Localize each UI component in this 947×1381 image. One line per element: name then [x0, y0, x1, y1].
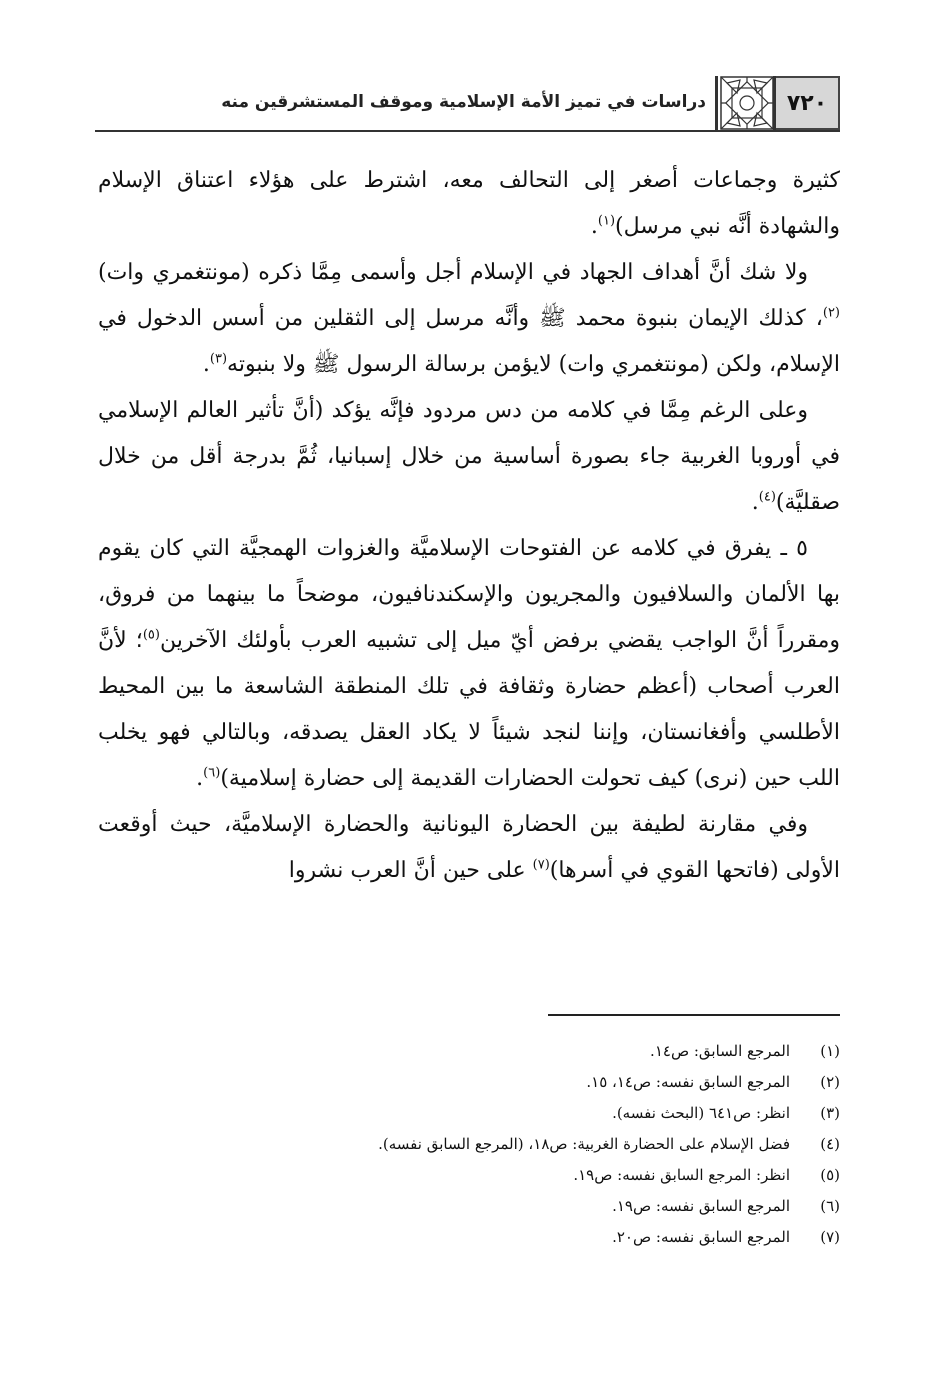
paragraph — [98, 388, 840, 526]
footnote-item — [100, 1067, 840, 1098]
footnote-number: (٥) — [820, 1166, 840, 1184]
footnotes — [100, 1036, 840, 1253]
text-run: ولا شك أنَّ أهداف الجهاد في الإسلام أجل وأسمى مِمَّا ذكره (مونتغمري وات) — [98, 260, 808, 285]
main-text — [98, 158, 840, 894]
paragraph — [98, 158, 840, 250]
footnote-text: المرجع السابق نفسه: ص١٤، ١٥. — [586, 1073, 790, 1091]
footnote-item — [100, 1191, 840, 1222]
paragraph — [98, 250, 840, 388]
footnote-number: (٢) — [820, 1073, 840, 1091]
footnote-item — [100, 1036, 840, 1067]
paragraph — [98, 802, 840, 894]
text-run: ، كذلك الإيمان بنبوة محمد ﷺ وأنَّه مرسل إلى الثقلين من أسس الدخول في الإسلام، ولكن (مونتغمري وات) لايؤمن برسالة الرسول ﷺ ولا بنبوته — [98, 306, 840, 377]
footnote-number: (٤) — [820, 1135, 840, 1153]
footnote-ref[interactable]: (٧) — [532, 857, 550, 873]
text-run: على حين أنَّ العرب نشروا — [288, 858, 533, 883]
page-number: ٧٢٠ — [774, 76, 840, 130]
paragraph — [98, 526, 840, 802]
footnote-text: المرجع السابق: ص١٤. — [650, 1042, 790, 1060]
footnote-separator — [548, 1014, 840, 1016]
footnote-item — [100, 1160, 840, 1191]
text-run: ؛ لأنَّ العرب أصحاب (أعظم حضارة وثقافة في تلك المنطقة الشاسعة ما بين المحيط الأطلسي وأفغانستان، وإننا لنجد شيئاً لا يكاد العقل يصدقه، وبالتالي فهو يخلب اللب حين (نرى) كيف تحولت الحضارات القديمة إلى حضارة إسلامية) — [98, 628, 840, 791]
geometric-ornament-icon — [720, 76, 774, 130]
page-header — [95, 72, 840, 132]
footnote-item — [100, 1129, 840, 1160]
footnote-item — [100, 1098, 840, 1129]
footnote-text: فضل الإسلام على الحضارة الغربية: ص١٨، (المرجع السابق نفسه). — [378, 1135, 790, 1153]
text-run: كثيرة وجماعات أصغر إلى التحالف معه، اشترط على هؤلاء اعتناق الإسلام والشهادة أنَّه نبي مرسل) — [98, 168, 840, 239]
footnote-item — [100, 1222, 840, 1253]
text-run: وعلى الرغم مِمَّا في كلامه من دس مردود فإنَّه يؤكد (أنَّ تأثير العالم الإسلامي في أوروبا الغربية جاء بصورة أساسية من خلال إسبانيا، ثُمَّ بدرجة أقل من خلال صقليَّة) — [98, 398, 840, 515]
footnote-number: (٦) — [820, 1197, 840, 1215]
footnote-text: انظر: المرجع السابق نفسه: ص١٩. — [573, 1166, 790, 1184]
footnote-text: المرجع السابق نفسه: ص١٩. — [612, 1197, 790, 1215]
text-run: ٥ ـ يفرق في كلامه عن الفتوحات الإسلاميَّة والغزوات الهمجيَّة التي كان يقوم بها الألمان والسلافيون والمجريون والإسكندنافيون، موضحاً ما بينهما من فروق، ومقرراً أنَّ الواجب يقضي برفض أيّ ميل إلى تشبيه العرب بأولئك الآخرين — [98, 536, 840, 653]
footnote-ref[interactable]: (٥) — [142, 627, 160, 643]
header-divider — [715, 76, 718, 130]
footnote-number: (٣) — [820, 1104, 840, 1122]
text-run: . — [202, 352, 210, 377]
footnote-ref[interactable]: (٣) — [209, 351, 228, 367]
footnote-ref[interactable]: (٤) — [758, 489, 776, 505]
header-rule — [95, 130, 840, 132]
footnote-text: المرجع السابق نفسه: ص٢٠. — [612, 1228, 790, 1246]
text-run: . — [751, 490, 759, 515]
text-run: . — [196, 766, 204, 791]
text-run: وفي مقارنة لطيفة بين الحضارة اليونانية والحضارة الإسلاميَّة، حيث أوقعت الأولى (فاتحها القوي في أسرها) — [98, 812, 840, 883]
footnote-number: (٧) — [820, 1228, 840, 1246]
footnote-ref[interactable]: (٦) — [203, 765, 221, 781]
footnote-ref[interactable]: (٢) — [822, 305, 840, 321]
running-title: دراسات في تميز الأمة الإسلامية وموقف المستشرقين منه — [221, 92, 706, 112]
footnote-text: انظر: ص٦٤١ (البحث نفسه). — [612, 1104, 790, 1122]
footnote-number: (١) — [820, 1042, 840, 1060]
text-run: . — [590, 214, 598, 239]
footnote-ref[interactable]: (١) — [597, 213, 616, 229]
